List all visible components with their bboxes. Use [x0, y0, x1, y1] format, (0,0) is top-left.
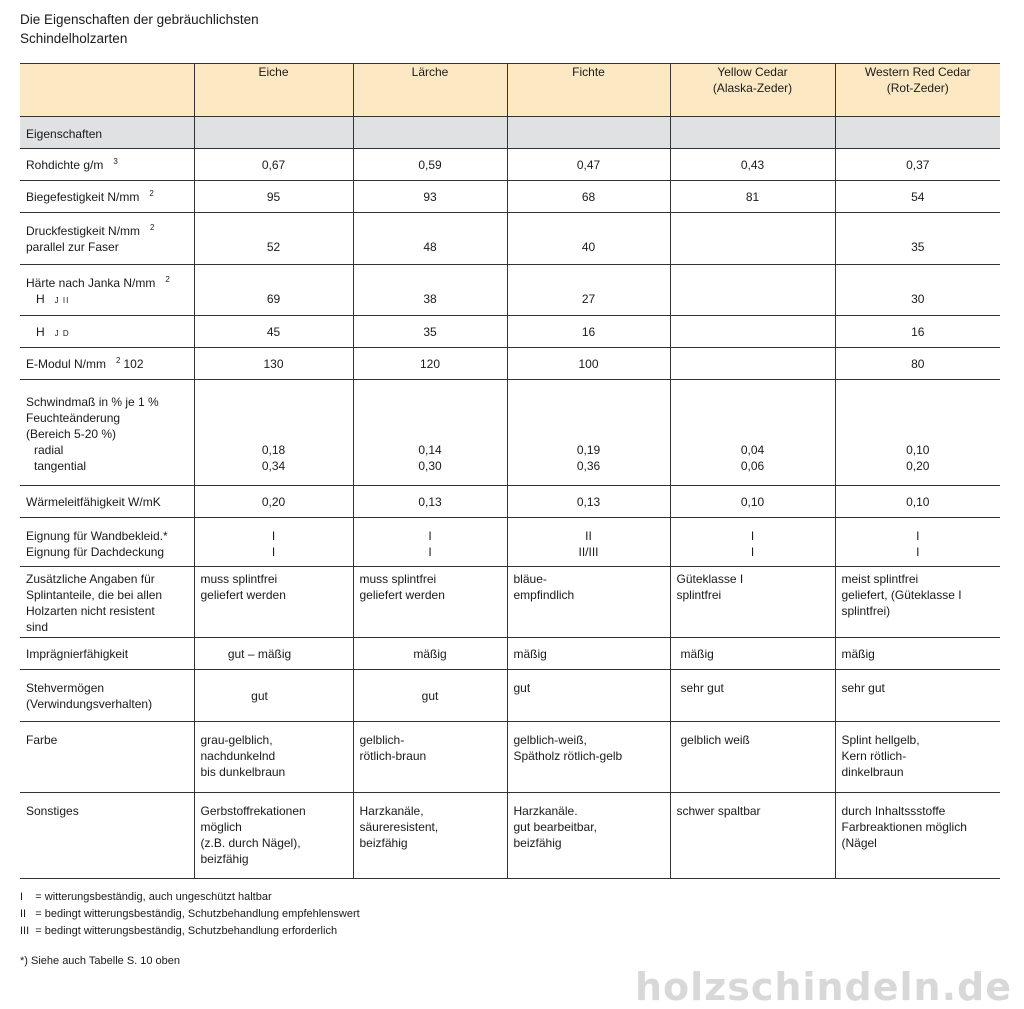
title-line-2: Schindelholzarten: [20, 31, 128, 46]
row-impraegnierfaehigkeit: Imprägnierfähigkeit gut – mäßig mäßig mäßig mäßig mäßig: [20, 638, 1000, 670]
legend-line-2: II = bedingt witterungsbeständig, Schutzbehandlung empfehlenswert: [20, 908, 360, 920]
row-rohdichte: Rohdichte g/m $^3$ 0,67 0,59 0,47 0,43 0,37: [20, 149, 1000, 181]
row-sonstiges: Sonstiges Gerbstoffrekationen möglich (z.B. durch Nägel), beizfähig Harzkanäle, säureresistent, beizfähig Harzkanäle. gut bearbeitbar, beizfähig schwer spaltbar durch Inhaltssstoffe Farbreaktionen möglich (Nägel: [20, 793, 1000, 879]
rohdichte-label: Rohdichte g/m $^3$: [20, 149, 194, 181]
header-yellow-cedar: [670, 64, 835, 117]
title-line-1: Die Eigenschaften der gebräuchlichsten: [20, 12, 259, 27]
legend: [20, 889, 360, 940]
legend-line-3: III = bedingt witterungsbeständig, Schutzbehandlung erforderlich: [20, 925, 338, 937]
yellow-cedar-alt: (Alaska-Zeder): [712, 81, 793, 95]
watermark: holzschindeln.de: [634, 965, 1012, 1009]
header-row: [20, 64, 1000, 117]
row-zusatz: Zusätzliche Angaben für Splintanteile, die bei allen Holzarten nicht resistent sind muss splintfrei geliefert werden muss splintfrei geliefert werden bläue- empfindlich Güteklasse I splintfrei meist splintfrei geliefert, (Güteklasse I splintfrei): [20, 567, 1000, 638]
steh-label: Stehvermögen (Verwindungsverhalten): [20, 670, 194, 722]
schwind-label: Schwindmaß in % je 1 % Feuchteänderung (Bereich 5-20 %) radial tangential: [20, 380, 194, 486]
eigenschaften-row: [20, 117, 1000, 149]
row-druckfestigkeit: Druckfestigkeit N/mm $^2$ parallel zur Faser 52 48 40 35: [20, 213, 1000, 265]
row-emodul: E-Modul N/mm $^2$ 102 130 120 100 80: [20, 348, 1000, 380]
eignung-label: Eignung für Wandbekleid.* Eignung für Dachdeckung: [20, 518, 194, 567]
header-eiche: Eiche: [194, 64, 353, 117]
legend-line-1: I = witterungsbeständig, auch ungeschützt haltbar: [20, 891, 272, 903]
row-farbe: Farbe grau-gelblich, nachdunkelnd bis dunkelbraun gelblich- rötlich-braun gelblich-weiß, Spätholz rötlich-gelb gelblich weiß Splint hellgelb, Kern rötlich- dinkelbraun: [20, 722, 1000, 793]
wood-properties-table: [20, 63, 1000, 879]
western-red-cedar-alt: (Rot-Zeder): [886, 81, 949, 95]
yellow-cedar-name: Yellow Cedar: [717, 65, 788, 79]
page-title: [20, 10, 259, 48]
haerte-jd-label: H J D: [20, 316, 194, 348]
eigenschaften-label: Eigenschaften: [20, 117, 194, 149]
footnote: *) Siehe auch Tabelle S. 10 oben: [20, 955, 181, 967]
biege-label: Biegefestigkeit N/mm $^2$: [20, 181, 194, 213]
druck-label: Druckfestigkeit N/mm $^2$ parallel zur Faser: [20, 213, 194, 265]
row-waermeleitfaehigkeit: Wärmeleitfähigkeit W/mK 0,20 0,13 0,13 0,10 0,10: [20, 486, 1000, 518]
header-laerche: Lärche: [353, 64, 507, 117]
western-red-cedar-name: Western Red Cedar: [864, 65, 971, 79]
header-western-red-cedar: [835, 64, 1000, 117]
haerte-label: Härte nach Janka N/mm $^2$ H J II: [20, 265, 194, 316]
row-haerte-jd: H J D 45 35 16 16: [20, 316, 1000, 348]
zusatz-label: Zusätzliche Angaben für Splintanteile, die bei allen Holzarten nicht resistent sind: [20, 567, 194, 638]
row-haerte: Härte nach Janka N/mm $^2$ H J II 69 38 27 30: [20, 265, 1000, 316]
row-stehvermoegen: Stehvermögen (Verwindungsverhalten) gut gut gut sehr gut sehr gut: [20, 670, 1000, 722]
emodul-label: E-Modul N/mm $^2$ 102: [20, 348, 194, 380]
header-empty: [20, 64, 194, 117]
header-fichte: Fichte: [507, 64, 670, 117]
row-biegefestigkeit: Biegefestigkeit N/mm $^2$ 95 93 68 81 54: [20, 181, 1000, 213]
row-schwindmass: Schwindmaß in % je 1 % Feuchteänderung (Bereich 5-20 %) radial tangential 0,18 0,34 0,14 0,30 0,19 0,36 0,04 0,06 0,10 0,20: [20, 380, 1000, 486]
row-eignung: Eignung für Wandbekleid.* Eignung für Dachdeckung I I I I II II/III I I I I: [20, 518, 1000, 567]
